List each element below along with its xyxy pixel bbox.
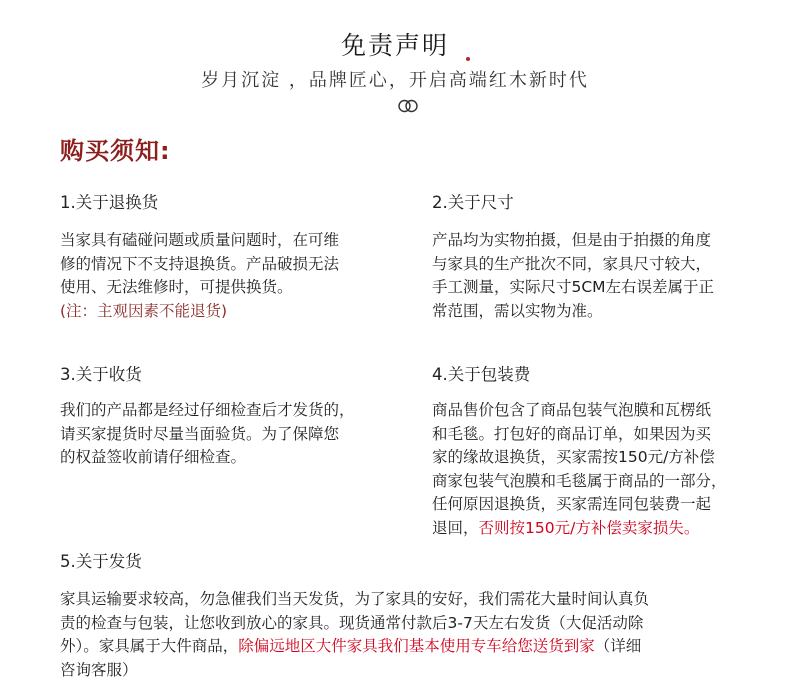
double-ring-icon: [397, 99, 419, 113]
text-line: [432, 517, 782, 541]
text-line: 任何原因退换货，买家需连同包装费一起: [432, 495, 712, 513]
text-span: 外）。家具属于大件商品，: [60, 637, 239, 655]
section-title-packaging: 4.关于包装费: [432, 365, 531, 384]
text-line: [60, 635, 780, 659]
page-subtitle: 岁月沉淀 ，品牌匠心，开启高端红木新时代: [201, 70, 589, 91]
section-body-size: [432, 229, 777, 323]
text-span: 退回，: [432, 518, 479, 537]
text-line: 常范围，需以实物为准。: [432, 301, 603, 320]
section-body-shipping: [60, 588, 780, 682]
purchase-notice-heading: 购买须知:: [60, 137, 171, 165]
title-accent-dot: [466, 57, 470, 61]
section-body-receiving: [60, 399, 405, 470]
text-line: 产品均为实物拍摄，但是由于拍摄的角度: [432, 231, 712, 249]
text-line: 我们的产品都是经过仔细检查后才发货的，: [60, 401, 355, 419]
text-line: 商家包装气泡膜和毛毯属于商品的一部分，: [432, 471, 727, 490]
section-title-shipping: 5.关于发货: [60, 552, 142, 571]
text-line: 与家具的生产批次不同，家具尺寸较大，: [432, 254, 712, 273]
section-title-returns: 1.关于退换货: [60, 193, 159, 212]
text-line: 家的缘故退换货，买家需按150元/方补偿: [432, 448, 715, 466]
section-title-size: 2.关于尺寸: [432, 193, 514, 212]
text-line: 当家具有磕碰问题或质量问题时，在可维: [60, 231, 340, 249]
shipping-highlight: 除偏远地区大件家具我们基本使用专车给您送货到家: [238, 637, 595, 655]
text-line: 的权益签收前请仔细检查。: [60, 448, 247, 466]
section-body-returns: [60, 229, 405, 323]
page-title: 免责声明: [340, 31, 449, 60]
returns-note: (注：主观因素不能退货): [60, 301, 228, 320]
text-line: 请买家提货时尽量当面验货。为了保障您: [60, 424, 340, 443]
packaging-warning: 否则按150元/方补偿卖家损失。: [478, 518, 700, 537]
text-line: 修的情况下不支持退换货。产品破损无法: [60, 254, 340, 273]
text-line: 手工测量，实际尺寸5CM左右误差属于正: [432, 278, 715, 296]
text-line: 咨询客服）: [60, 660, 138, 679]
section-body-packaging: [432, 399, 782, 540]
text-line: 责的检查与包装，让您收到放心的家具。现货通常付款后3-7天左右发货（大促活动除: [60, 613, 644, 632]
section-title-receiving: 3.关于收货: [60, 365, 142, 384]
text-line: 商品售价包含了商品包装气泡膜和瓦楞纸: [432, 401, 712, 419]
text-line: 家具运输要求较高，勿急催我们当天发货，为了家具的安好，我们需花大量时间认真负: [60, 590, 650, 608]
text-span: （详细: [594, 637, 642, 655]
text-line: 和毛毯。打包好的商品订单，如果因为买: [432, 424, 712, 443]
text-line: 使用、无法维修时，可提供换货。: [60, 278, 293, 296]
